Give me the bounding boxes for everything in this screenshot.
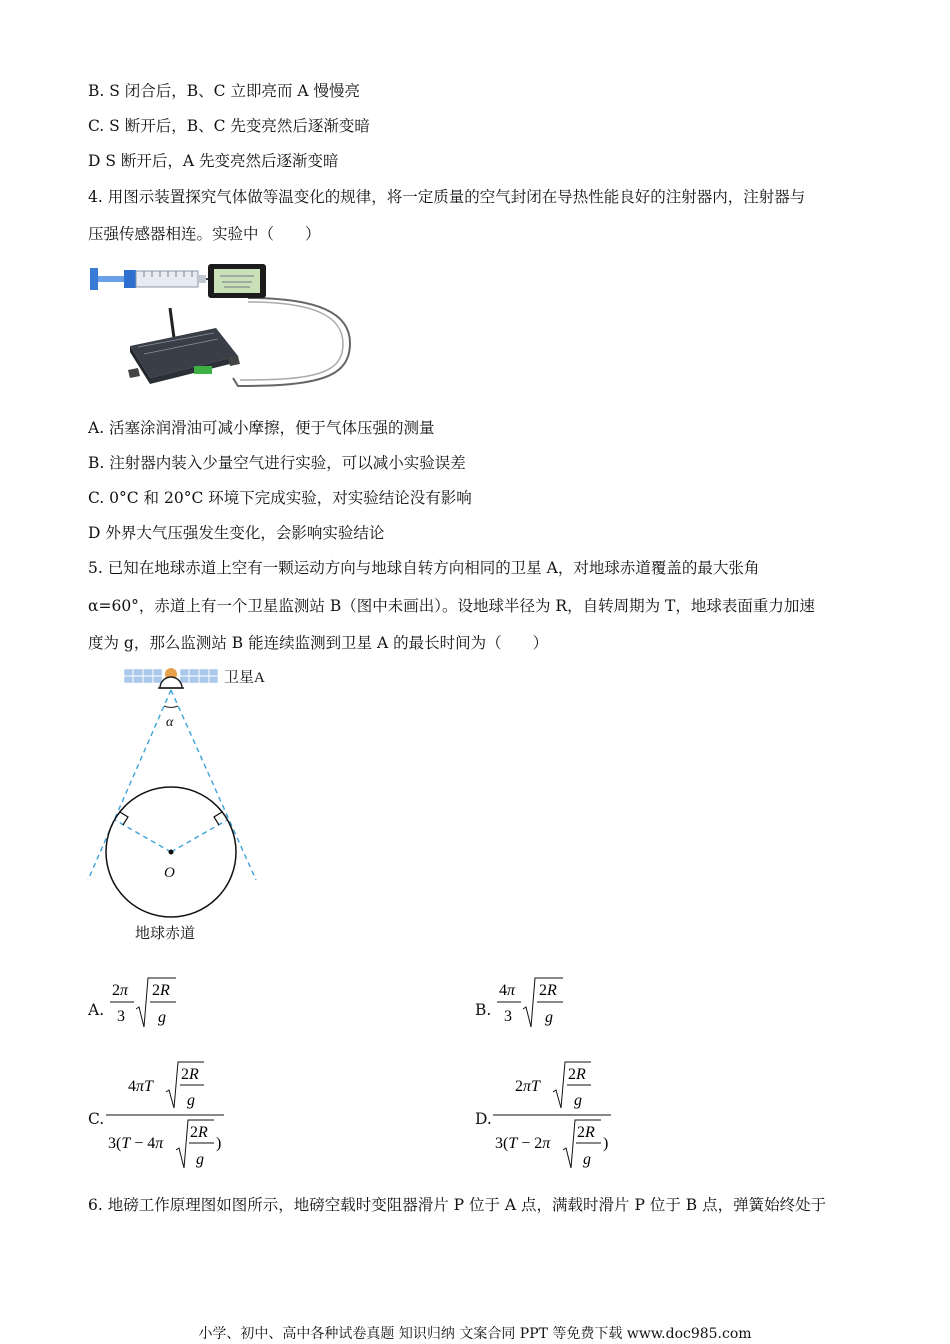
- q4-stem-line1: 4. 用图示装置探究气体做等温变化的规律，将一定质量的空气封闭在导热性能良好的注射器内，注射器与: [88, 188, 806, 206]
- q4-stem-line2: 压强传感器相连。实验中（ ）: [88, 225, 321, 243]
- svg-text:4π: 4π: [499, 982, 516, 999]
- q4-option-b: B. 注射器内装入少量空气进行实验，可以减小实验误差: [88, 454, 466, 472]
- equator-label: 地球赤道: [135, 926, 196, 942]
- svg-text:2π: 2π: [112, 982, 129, 999]
- satellite-label: 卫星A: [224, 670, 265, 686]
- svg-text:g: g: [196, 1151, 204, 1168]
- svg-text:g: g: [583, 1151, 591, 1168]
- q5-stem-line1: 5. 已知在地球赤道上空有一颗运动方向与地球自转方向相同的卫星 A，对地球赤道覆盖的最大张角: [88, 559, 760, 577]
- q6-stem-line1: 6. 地磅工作原理图如图所示，地磅空载时变阻器滑片 P 位于 A 点，满载时滑片 P 位于 B 点，弹簧始终处于: [88, 1196, 827, 1214]
- syringe-sensor-figure: [88, 258, 358, 393]
- q3-option-b: B. S 闭合后，B、C 立即亮而 A 慢慢亮: [88, 82, 361, 100]
- svg-text:3(T − 4π: 3(T − 4π: [108, 1135, 164, 1152]
- svg-text:2R: 2R: [152, 982, 170, 999]
- option-a-formula: [106, 975, 186, 1033]
- svg-text:2R: 2R: [181, 1066, 199, 1083]
- option-b-label: B.: [475, 1001, 492, 1019]
- option-c-label: C.: [88, 1110, 105, 1128]
- center-label: O: [164, 865, 175, 881]
- svg-text:2R: 2R: [539, 982, 557, 999]
- svg-text:): ): [603, 1135, 609, 1152]
- alpha-label: α: [166, 715, 174, 730]
- option-d-label: D.: [475, 1110, 492, 1128]
- q5-stem-line3: 度为 g，那么监测站 B 能连续监测到卫星 A 的最长时间为（ ）: [88, 634, 549, 652]
- q4-option-a: A. 活塞涂润滑油可减小摩擦，便于气体压强的测量: [88, 419, 435, 437]
- q3-option-c: C. S 断开后，B、C 先变亮然后逐渐变暗: [88, 117, 370, 135]
- satellite-coverage-figure: [80, 662, 300, 947]
- svg-text:2πT: 2πT: [515, 1078, 540, 1095]
- svg-text:3: 3: [117, 1008, 125, 1025]
- option-b-formula: [493, 975, 573, 1033]
- svg-text:2R: 2R: [190, 1124, 208, 1141]
- svg-text:g: g: [158, 1009, 166, 1026]
- svg-text:g: g: [187, 1092, 195, 1109]
- svg-text:4πT: 4πT: [128, 1078, 153, 1095]
- satellite-icon: [124, 668, 218, 688]
- option-a-label: A.: [88, 1001, 105, 1019]
- option-c-formula: [104, 1058, 229, 1173]
- q5-stem-line2: α=60°，赤道上有一个卫星监测站 B（图中未画出）。设地球半径为 R，自转周期为 T，地球表面重力加速: [88, 597, 815, 615]
- svg-text:3: 3: [504, 1008, 512, 1025]
- antenna-icon: [170, 308, 174, 338]
- svg-text:2R: 2R: [577, 1124, 595, 1141]
- q4-option-d: D 外界大气压强发生变化，会影响实验结论: [88, 524, 385, 542]
- svg-text:2R: 2R: [568, 1066, 586, 1083]
- svg-text:g: g: [545, 1009, 553, 1026]
- option-d-formula: [491, 1058, 616, 1173]
- svg-text:3(T − 2π: 3(T − 2π: [495, 1135, 551, 1152]
- q3-option-d: D S 断开后，A 先变亮然后逐渐变暗: [88, 152, 339, 170]
- q4-option-c: C. 0°C 和 20°C 环境下完成实验，对实验结论没有影响: [88, 489, 472, 507]
- svg-text:g: g: [574, 1092, 582, 1109]
- page-footer: 小学、初中、高中各种试卷真题 知识归纳 文案合同 PPT 等免费下载 www.doc985.com: [198, 1326, 752, 1342]
- svg-text:): ): [216, 1135, 222, 1152]
- syringe-plunger-icon: [90, 268, 98, 290]
